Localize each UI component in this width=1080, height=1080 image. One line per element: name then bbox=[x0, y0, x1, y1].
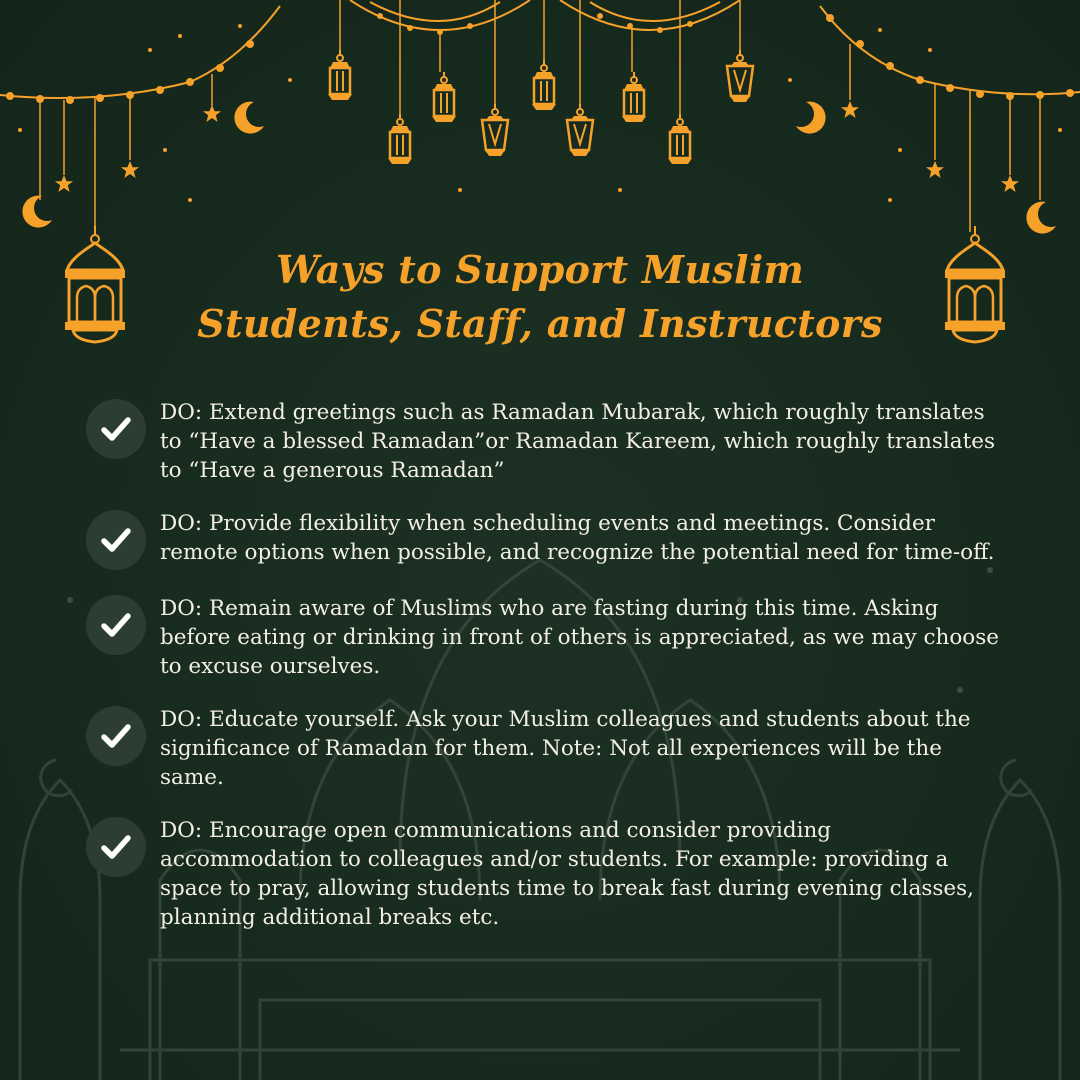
checkmark-icon bbox=[86, 510, 146, 570]
crescent-moon-icon bbox=[234, 102, 264, 134]
support-tips-list bbox=[86, 398, 1006, 956]
lantern-icon bbox=[668, 114, 692, 164]
checkmark-icon bbox=[86, 399, 146, 459]
title-line-2: Students, Staff, and Instructors bbox=[197, 301, 883, 346]
list-item-text: DO: Provide flexibility when scheduling events and meetings. Consider remote options when possible, and recognize the potential need for time-off. bbox=[160, 511, 995, 565]
checkmark-icon bbox=[86, 706, 146, 766]
star-icon bbox=[841, 101, 859, 118]
checkmark-icon bbox=[86, 817, 146, 877]
list-item bbox=[86, 816, 1006, 932]
crescent-moon-icon bbox=[796, 102, 826, 134]
list-item bbox=[86, 594, 1006, 681]
list-item bbox=[86, 509, 1006, 570]
lantern-icon bbox=[567, 104, 593, 156]
hanging-cords bbox=[40, 0, 1040, 232]
star-icon bbox=[121, 161, 139, 178]
page-title bbox=[0, 243, 1080, 351]
list-item bbox=[86, 398, 1006, 485]
sparkles bbox=[18, 24, 1062, 202]
lantern-icon bbox=[388, 114, 412, 164]
checkmark-icon bbox=[86, 595, 146, 655]
lantern-icon bbox=[532, 60, 556, 110]
lantern-icon bbox=[727, 50, 753, 102]
list-item-text: DO: Encourage open communications and consider providing accommodation to colleagues and/or students. For example: providing a space to pray, allowing students time to break fast during evening classes, planning additional breaks etc. bbox=[160, 818, 975, 930]
list-item-text: DO: Extend greetings such as Ramadan Mubarak, which roughly translates to “Have a blessed Ramadan”or Ramadan Kareem, which roughly translates to “Have a generous Ramadan” bbox=[160, 400, 995, 483]
star-icon bbox=[1001, 175, 1019, 192]
lantern-icon bbox=[622, 72, 646, 122]
lantern-icon bbox=[432, 72, 456, 122]
lantern-icon bbox=[482, 104, 508, 156]
star-icon bbox=[55, 175, 73, 192]
lantern-icon bbox=[328, 50, 352, 100]
list-item-text: DO: Remain aware of Muslims who are fasting during this time. Asking before eating or drinking in front of others is appreciated, as we may choose to excuse ourselves. bbox=[160, 596, 999, 679]
list-item-text: DO: Educate yourself. Ask your Muslim colleagues and students about the significance of Ramadan for them. Note: Not all experiences will be the same. bbox=[160, 707, 971, 790]
title-line-1: Ways to Support Muslim bbox=[276, 247, 804, 292]
crescent-moon-icon bbox=[22, 196, 52, 228]
list-item bbox=[86, 705, 1006, 792]
star-icon bbox=[203, 105, 221, 122]
star-icon bbox=[926, 161, 944, 178]
crescent-moon-icon bbox=[1026, 202, 1056, 234]
